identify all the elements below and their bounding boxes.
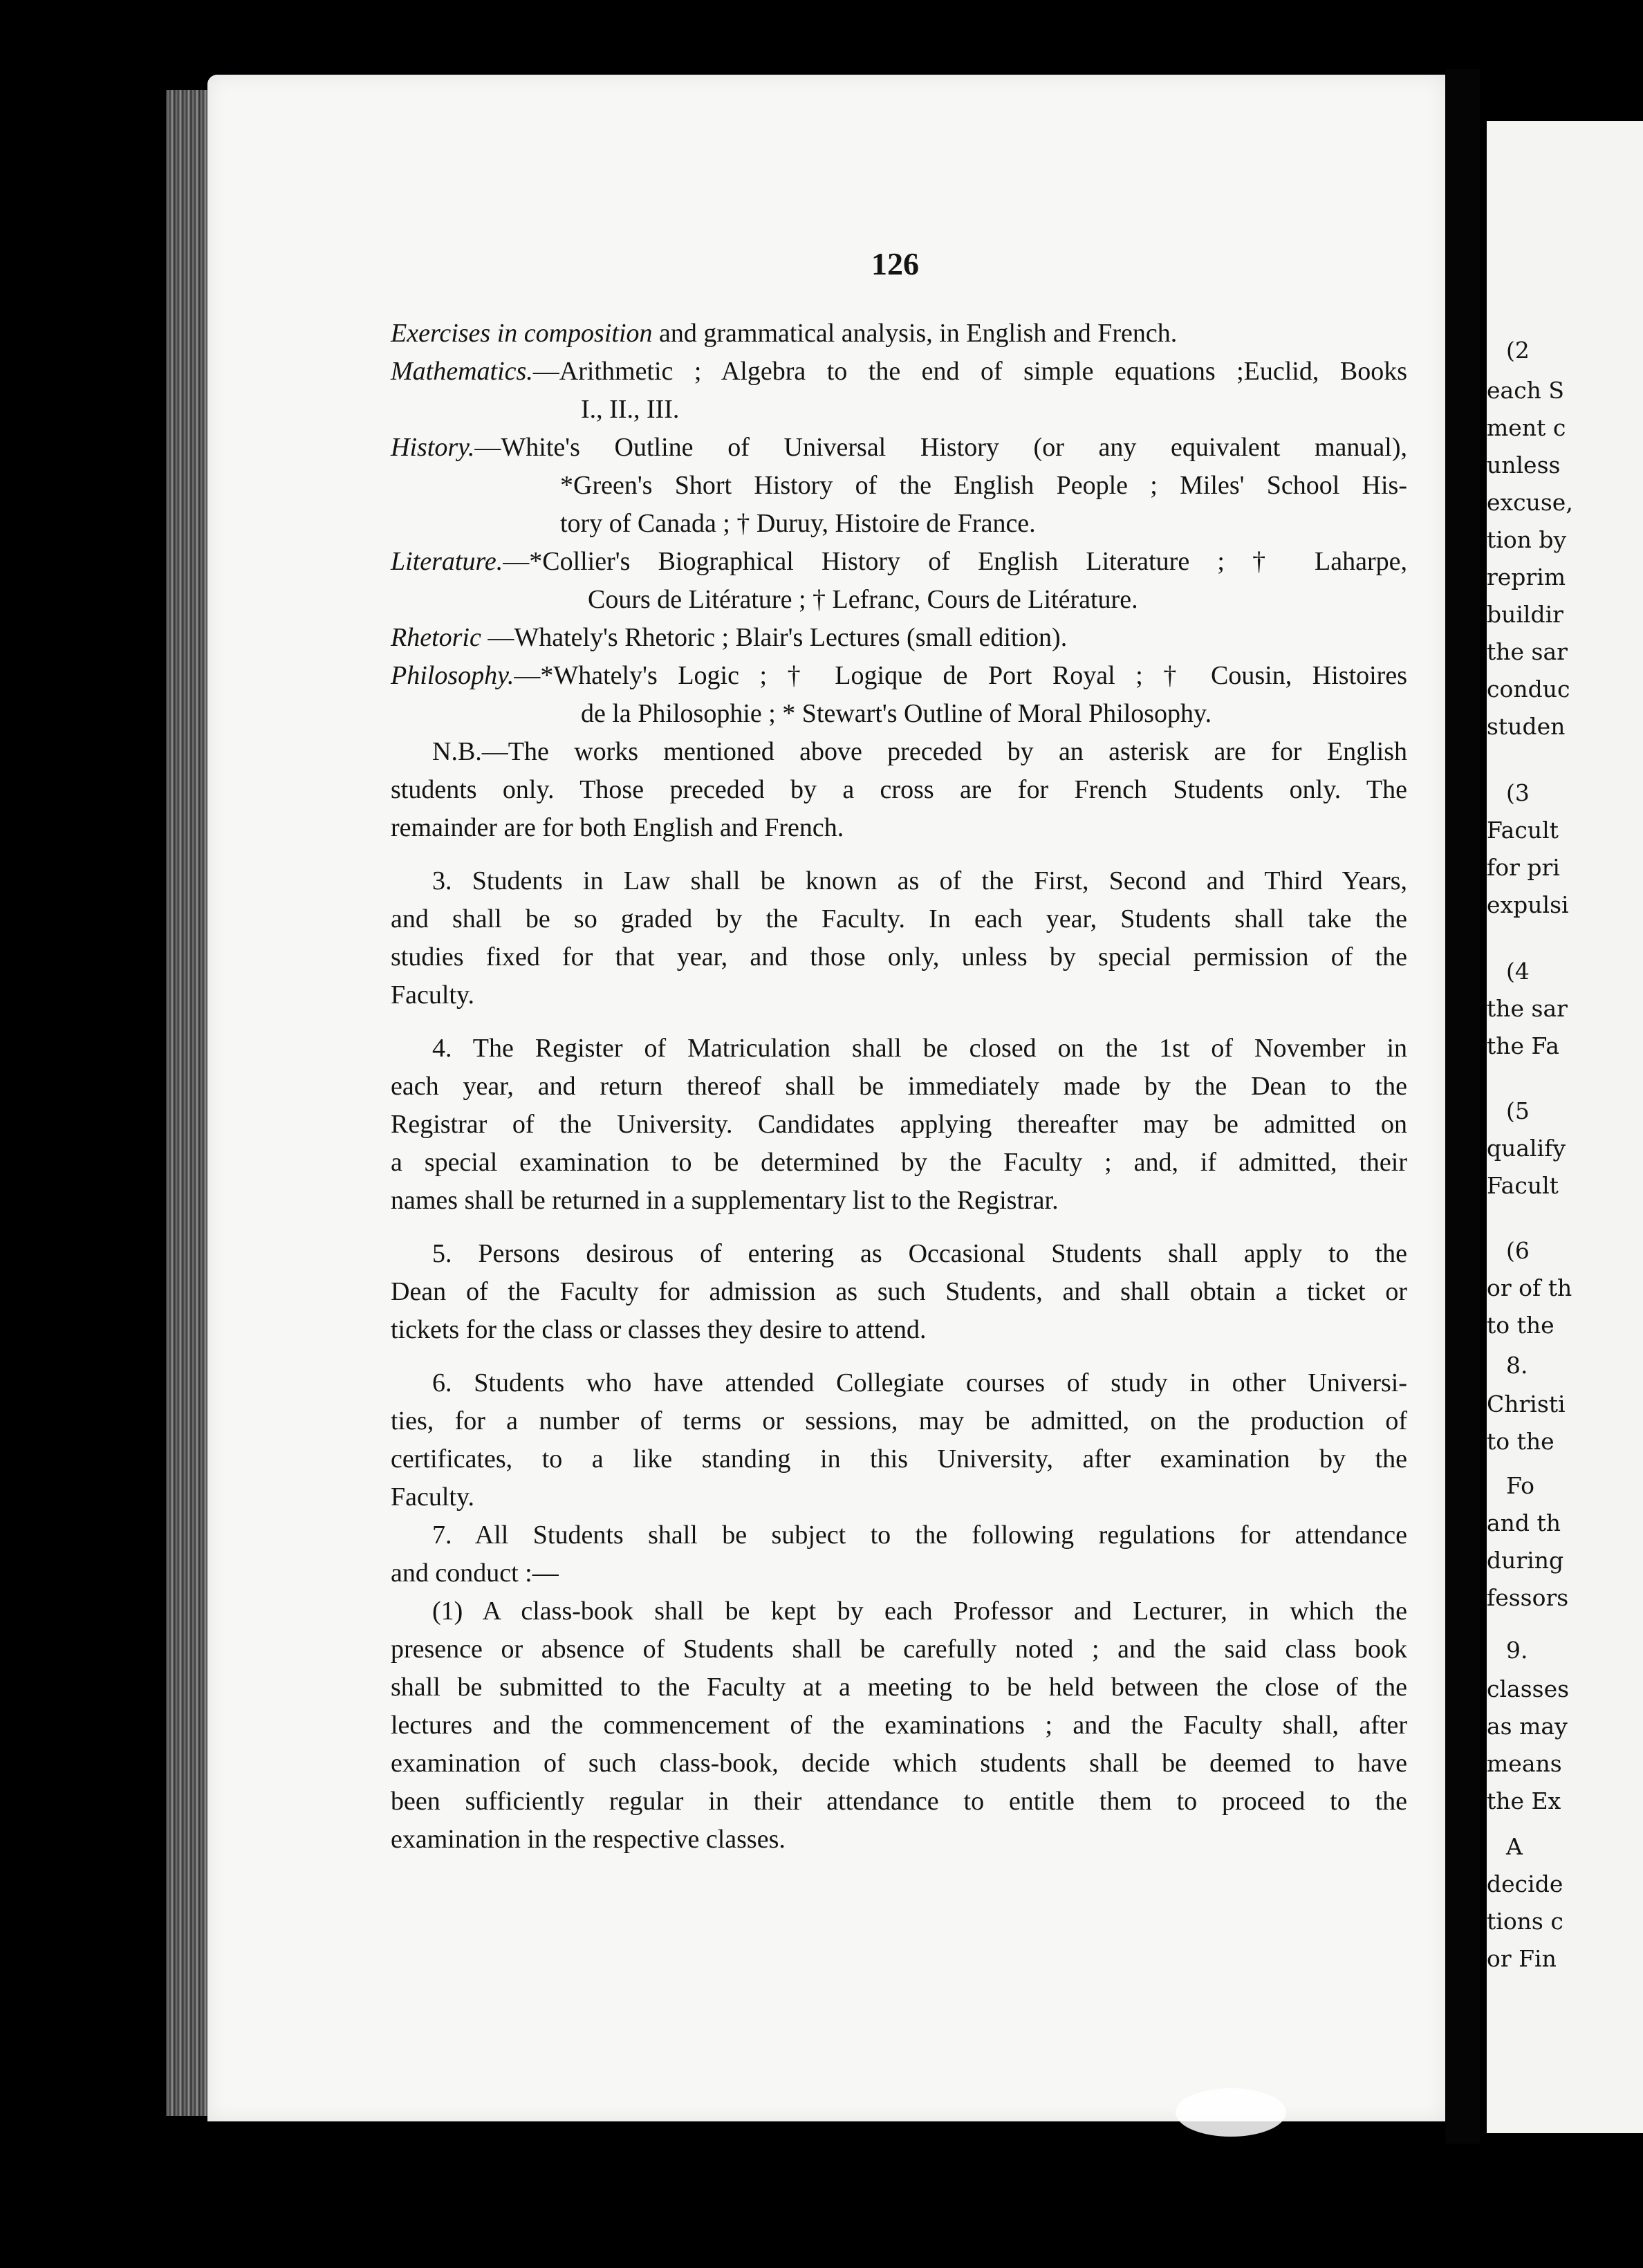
text-run: and grammatical analysis, in English and French.	[652, 319, 1178, 348]
text-line	[391, 938, 1407, 976]
paragraph-gap	[391, 1349, 1407, 1364]
right-page-fragment: conduc	[1487, 676, 1570, 703]
text-line	[391, 862, 1407, 900]
text-line	[391, 657, 1407, 695]
text-line	[391, 1669, 1407, 1707]
text-run: N.B.—The works mentioned above preceded by an asterisk are for English	[432, 737, 1407, 766]
text-line	[391, 1783, 1407, 1821]
text-line	[391, 1554, 1407, 1592]
text-line	[391, 1745, 1407, 1783]
text-run: 5. Persons desirous of entering as Occasional Students shall apply to the	[432, 1239, 1407, 1268]
right-page-fragment: during	[1487, 1547, 1564, 1574]
text-line	[391, 1235, 1407, 1273]
text-run: Faculty.	[391, 980, 475, 1010]
right-page-fragment: buildir	[1487, 601, 1563, 628]
text-line	[391, 619, 1407, 657]
text-run: 7. All Students shall be subject to the following regulations for attendance	[432, 1521, 1407, 1550]
text-line	[391, 1106, 1407, 1144]
text-line	[391, 1821, 1407, 1859]
text-run: presence or absence of Students shall be carefully noted ; and the said class book	[391, 1635, 1407, 1664]
text-run: Literature.	[391, 547, 503, 576]
scan-border	[0, 2144, 1643, 2268]
text-run: examination in the respective classes.	[391, 1825, 786, 1854]
right-page-fragment: each S	[1487, 377, 1565, 404]
right-page-fragment: excuse,	[1487, 489, 1573, 516]
right-page-fragment: tions c	[1487, 1908, 1563, 1935]
right-page-fragment: Facult	[1487, 817, 1559, 844]
right-page-fragment: A	[1506, 1833, 1523, 1860]
text-run: Registrar of the University. Candidates applying thereafter may be admitted on	[391, 1110, 1407, 1139]
right-page-fragment: Fo	[1506, 1472, 1534, 1499]
text-line	[391, 695, 1407, 733]
right-page-fragment: or Fin	[1487, 1945, 1557, 1972]
text-line	[391, 1068, 1407, 1106]
right-page-fragment: (4	[1506, 958, 1530, 985]
text-run: de la Philosophie ; * Stewart's Outline of Moral Philosophy.	[581, 699, 1212, 728]
page-number: 126	[871, 246, 919, 281]
right-page-fragment: the sar	[1487, 638, 1568, 665]
text-run: I., II., III.	[581, 395, 680, 424]
right-page-fragment: classes	[1487, 1675, 1570, 1702]
text-run: Philosophy.	[391, 661, 514, 690]
text-run: certificates, to a like standing in this University, after examination by the	[391, 1444, 1407, 1474]
text-line	[391, 1478, 1407, 1516]
text-run: tory of Canada ; † Duruy, Histoire de France.	[560, 509, 1036, 538]
text-run: Rhetoric	[391, 623, 481, 652]
text-run: studies fixed for that year, and those only, unless by special permission of the	[391, 942, 1407, 972]
paper-damage	[1176, 2088, 1286, 2137]
text-run: a special examination to be determined by the Faculty ; and, if admitted, their	[391, 1148, 1407, 1177]
text-line	[391, 976, 1407, 1014]
paragraph-gap	[391, 1014, 1407, 1030]
text-line	[391, 543, 1407, 581]
paragraph-gap	[391, 847, 1407, 862]
text-line	[391, 1364, 1407, 1402]
right-page-fragment: expulsi	[1487, 891, 1569, 918]
text-line	[391, 1144, 1407, 1182]
text-run: remainder are for both English and French.	[391, 813, 844, 842]
text-run: 6. Students who have attended Collegiate courses of study in other Universi-	[432, 1368, 1407, 1397]
text-line	[391, 505, 1407, 543]
text-line	[391, 1402, 1407, 1440]
book-gutter	[1445, 69, 1480, 2144]
right-page-fragment: (5	[1506, 1097, 1530, 1124]
text-run: been sufficiently regular in their attendance to entitle them to proceed to the	[391, 1787, 1407, 1816]
text-run: —*Collier's Biographical History of English Literature ; † Laharpe,	[503, 547, 1407, 576]
text-run: tickets for the class or classes they desire to attend.	[391, 1315, 927, 1344]
text-run: each year, and return thereof shall be immediately made by the Dean to the	[391, 1072, 1407, 1101]
text-run: Cours de Litérature ; † Lefranc, Cours de Litérature.	[588, 585, 1138, 614]
text-run: —Arithmetic ; Algebra to the end of simple equations ;Euclid, Books	[532, 357, 1407, 386]
right-page-fragment: decide	[1487, 1870, 1563, 1897]
right-page-fragment: and th	[1487, 1509, 1561, 1536]
text-line	[391, 1592, 1407, 1630]
right-page-fragment: the Ex	[1487, 1787, 1561, 1814]
text-line	[391, 733, 1407, 771]
page-body-text	[391, 315, 1407, 1859]
right-page-fragment: (6	[1506, 1237, 1530, 1264]
text-line	[391, 809, 1407, 847]
right-page-fragment: (2	[1506, 337, 1530, 364]
right-page-fragment: tion by	[1487, 526, 1567, 553]
right-page-fragment: for pri	[1487, 854, 1560, 881]
text-run: (1) A class-book shall be kept by each Professor and Lecturer, in which the	[432, 1597, 1407, 1626]
text-run: 4. The Register of Matriculation shall be closed on the 1st of November in	[432, 1034, 1407, 1063]
text-run: students only. Those preceded by a cross are for French Students only. The	[391, 775, 1407, 804]
text-line	[391, 1030, 1407, 1068]
text-run: —White's Outline of Universal History (or any equivalent manual),	[474, 433, 1407, 462]
text-run: lectures and the commencement of the examinations ; and the Faculty shall, after	[391, 1711, 1407, 1740]
text-run: —*Whately's Logic ; † Logique de Port Royal ; † Cousin, Histoires	[514, 661, 1407, 690]
text-run: Mathematics.	[391, 357, 533, 386]
text-line	[391, 467, 1407, 505]
right-page-fragment: qualify	[1487, 1135, 1566, 1162]
right-page	[1487, 121, 1643, 2133]
text-run: names shall be returned in a supplementary list to the Registrar.	[391, 1186, 1059, 1215]
text-line	[391, 1273, 1407, 1311]
right-page-fragment: 8.	[1506, 1352, 1528, 1379]
text-run: Dean of the Faculty for admission as such Students, and shall obtain a ticket or	[391, 1277, 1407, 1306]
text-line	[391, 1311, 1407, 1349]
right-page-fragment: ment c	[1487, 414, 1566, 441]
text-line	[391, 900, 1407, 938]
right-page-fragment: to the	[1487, 1428, 1554, 1455]
text-line	[391, 1707, 1407, 1745]
right-page-fragment: unless	[1487, 452, 1561, 478]
text-run: and shall be so graded by the Faculty. In each year, Students shall take the	[391, 904, 1407, 933]
right-page-fragment: studen	[1487, 713, 1566, 740]
text-run: —Whately's Rhetoric ; Blair's Lectures (small edition).	[481, 623, 1068, 652]
text-line	[391, 1440, 1407, 1478]
text-line	[391, 391, 1407, 429]
text-run: Faculty.	[391, 1482, 475, 1512]
text-run: shall be submitted to the Faculty at a meeting to be held between the close of the	[391, 1673, 1407, 1702]
right-page-fragment: 9.	[1506, 1637, 1528, 1664]
text-line	[391, 1182, 1407, 1220]
text-run: *Green's Short History of the English People ; Miles' School His-	[560, 471, 1407, 500]
text-run: examination of such class-book, decide which students shall be deemed to have	[391, 1749, 1407, 1778]
right-page-fragment: the Fa	[1487, 1032, 1559, 1059]
text-line	[391, 429, 1407, 467]
text-line	[391, 315, 1407, 353]
text-run: and conduct :—	[391, 1559, 559, 1588]
right-page-fragment: the sar	[1487, 995, 1568, 1022]
right-page-fragment: Facult	[1487, 1172, 1559, 1199]
right-page-fragment: as may	[1487, 1713, 1568, 1740]
text-line	[391, 771, 1407, 809]
text-run: ties, for a number of terms or sessions, may be admitted, on the production of	[391, 1406, 1407, 1435]
right-page-fragment: means	[1487, 1750, 1562, 1777]
paragraph-gap	[391, 1220, 1407, 1235]
right-page-fragment: (3	[1506, 779, 1530, 806]
text-run: Exercises in composition	[391, 319, 653, 348]
text-line	[391, 581, 1407, 619]
text-line	[391, 1630, 1407, 1669]
right-page-fragment: reprim	[1487, 564, 1566, 591]
right-page-fragment: or of th	[1487, 1274, 1572, 1301]
text-line	[391, 353, 1407, 391]
text-run: 3. Students in Law shall be known as of the First, Second and Third Years,	[432, 866, 1407, 895]
text-line	[391, 1516, 1407, 1554]
right-page-fragment: fessors	[1487, 1584, 1569, 1611]
right-page-fragment: to the	[1487, 1312, 1554, 1339]
text-run: History.	[391, 433, 475, 462]
right-page-fragment: Christi	[1487, 1391, 1566, 1418]
